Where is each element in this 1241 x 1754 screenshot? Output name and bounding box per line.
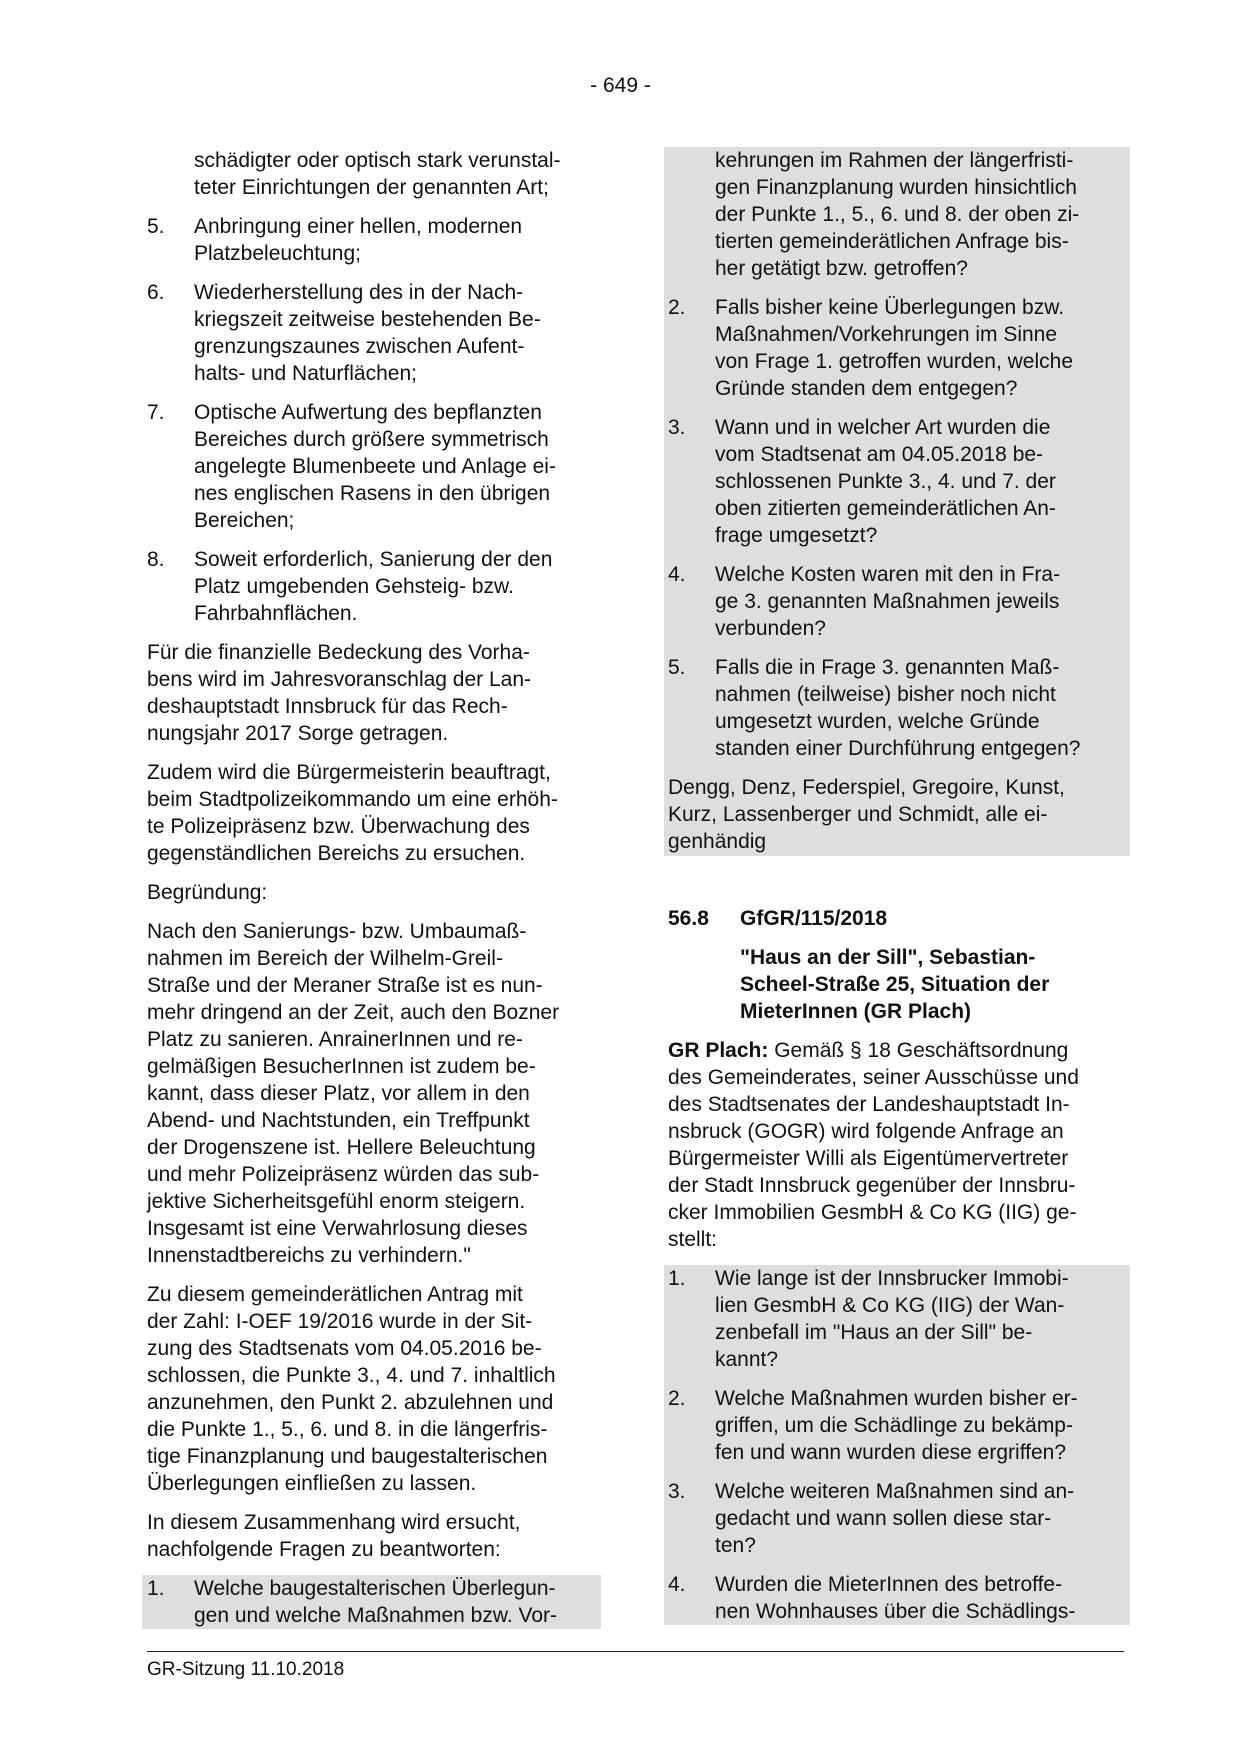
question-item: 1. Welche baugestalterischen Überlegun- gen und welche Maßnahmen bzw. Vor-	[147, 1577, 558, 1627]
paragraph-police: Zudem wird die Bürgermeisterin beauftragt, beim Stadtpolizeikommando um eine erhöh- te Polizeipräsenz bzw. Überwachung des gegenständlichen Bereichs zu ersuchen.	[147, 761, 558, 865]
section-heading: 56.8 GfGR/115/2018	[668, 907, 888, 930]
paragraph-intro: GR Plach: Gemäß § 18 Geschäftsordnung des Gemeinderates, seiner Ausschüsse und des Stadtsenates der Landeshauptstadt In- nsbruck (GOGR) wird folgende Anfrage an Bürgermeister Willi als Eigentümervertreter der Stadt Innsbruck gegenüber der Innsbru- cker Immobilien GesmbH & Co KG (IIG) ge- stellt:	[668, 1039, 1079, 1251]
paragraph-reason: Nach den Sanierungs- bzw. Umbaumaß- nahmen im Bereich der Wilhelm-Greil- Straße und der Meraner Straße ist es nun- mehr dringend an der Zeit, auch den Bozner Platz zu sanieren. AnrainerInnen und re- gelmäßigen BesucherInnen ist zudem be- kannt, dass dieser Platz, vor allem in den Abend- und Nachtstunden, ein Treffpunkt der Drogenszene ist. Hellere Beleuchtung und mehr Polizeipräsenz würden das sub- jektive Sicherheitsgefühl enorm steigern. Insgesamt ist eine Verwahrlosung dieses Innenstadtbereichs zu verhindern."	[147, 920, 560, 1267]
footer-text: GR-Sitzung 11.10.2018	[147, 1659, 345, 1680]
page-number: - 649 -	[590, 74, 651, 97]
question-item: 2. Falls bisher keine Überlegungen bzw. Maßnahmen/Vorkehrungen im Sinne von Frage 1. getroffen wurden, welche Gründe standen dem entgegen?	[668, 296, 1073, 400]
question-item: 3. Welche weiteren Maßnahmen sind an- gedacht und wann sollen diese star- ten?	[668, 1480, 1075, 1557]
question-block	[664, 1265, 1130, 1625]
question-block	[142, 1575, 601, 1629]
question-item: 4. Welche Kosten waren mit den in Fra- ge 3. genannten Maßnahmen jeweils verbunden?	[668, 563, 1061, 640]
list-item-continuation: schädigter oder optisch stark verunstal- teter Einrichtungen der genannten Art;	[194, 149, 561, 199]
signatories: Dengg, Denz, Federspiel, Gregoire, Kunst, Kurz, Lassenberger und Schmidt, alle ei- genhändig	[668, 776, 1065, 853]
list-item: 5. Anbringung einer hellen, modernen Platzbeleuchtung;	[147, 215, 523, 265]
question-item: 5. Falls die in Frage 3. genannten Maß- nahmen (teilweise) bisher noch nicht umgesetzt wurden, welche Gründe standen einer Durchführung entgegen?	[668, 656, 1081, 760]
paragraph-funding: Für die finanzielle Bedeckung des Vorha- bens wird im Jahresvoranschlag der Lan- deshauptstadt Innsbruck für das Rech- nungsjahr 2017 Sorge getragen.	[147, 641, 532, 745]
paragraph-request: In diesem Zusammenhang wird ersucht, nachfolgende Fragen zu beantworten:	[147, 1511, 521, 1561]
list-item: 8. Soweit erforderlich, Sanierung der den Platz umgebenden Gehsteig- bzw. Fahrbahnflächen.	[147, 548, 553, 625]
list-item: 7. Optische Aufwertung des bepflanzten Bereiches durch größere symmetrisch angelegte Blumenbeete und Anlage ei- nes englischen Rasens in den übrigen Bereichen;	[147, 401, 556, 532]
section-title: "Haus an der Sill", Sebastian- Scheel-Straße 25, Situation der MieterInnen (GR Plach)	[740, 946, 1050, 1023]
question-continuation: kehrungen im Rahmen der längerfristi- gen Finanzplanung wurden hinsichtlich der Punkte 1., 5., 6. und 8. der oben zi- tierten gemeinderätlichen Anfrage bis- her getätigt bzw. getroffen?	[715, 149, 1080, 280]
begruendung-label: Begründung:	[147, 881, 268, 904]
question-item: 1. Wie lange ist der Innsbrucker Immobi- lien GesmbH & Co KG (IIG) der Wan- zenbefall im "Haus an der Sill" be- kannt?	[668, 1267, 1069, 1371]
left-column	[147, 147, 597, 1629]
paragraph-decision: Zu diesem gemeinderätlichen Antrag mit der Zahl: I-OEF 19/2016 wurde in der Sit- zung des Stadtsenats vom 04.05.2016 be- schlossen, die Punkte 3., 4. und 7. inhaltlich anzunehmen, den Punkt 2. abzulehnen und die Punkte 1., 5., 6. und 8. in die längerfris- tige Finanzplanung und baugestalterischen Überlegungen einfließen zu lassen.	[147, 1283, 556, 1495]
question-item: 4. Wurden die MieterInnen des betroffe- nen Wohnhauses über die Schädlings-	[668, 1573, 1076, 1623]
list-item: 6. Wiederherstellung des in der Nach- kriegszeit zeitweise bestehenden Be- grenzungszaunes zwischen Aufent- halts- und Naturflächen;	[147, 281, 541, 385]
question-item: 2. Welche Maßnahmen wurden bisher er- griffen, um die Schädlinge zu bekämp- fen und wann wurden diese ergriffen?	[668, 1387, 1078, 1464]
footer-divider	[147, 1651, 1124, 1652]
question-item: 3. Wann und in welcher Art wurden die vom Stadtsenat am 04.05.2018 be- schlossenen Punkte 3., 4. und 7. der oben zitierten gemeinderätlichen An- frage umgesetzt?	[668, 416, 1056, 547]
right-column	[668, 147, 1126, 1625]
question-block	[664, 147, 1130, 856]
